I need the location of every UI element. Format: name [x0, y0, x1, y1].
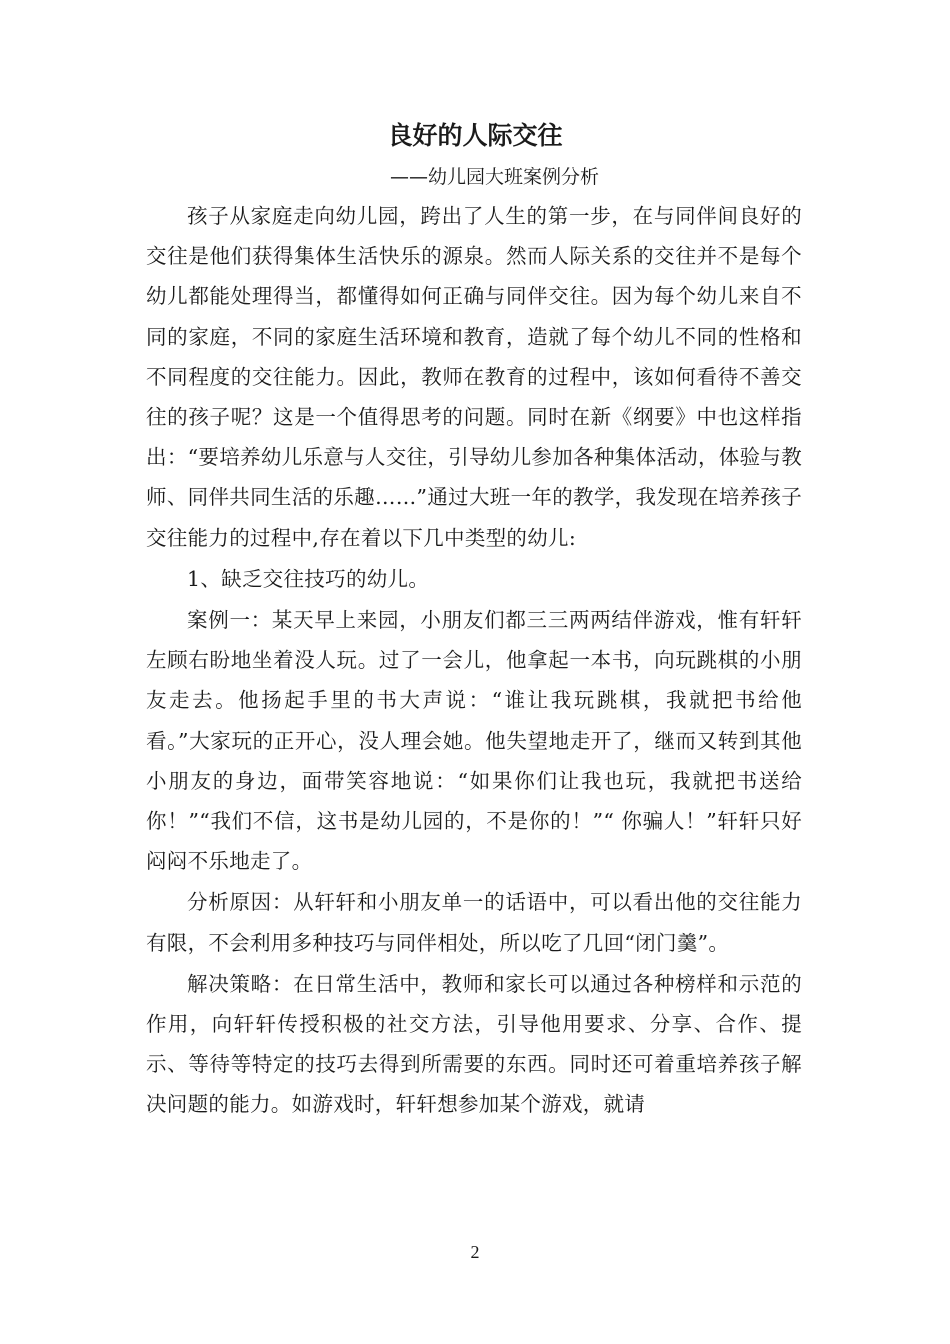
paragraph-case-1: 案例一：某天早上来园，小朋友们都三三两两结伴游戏，惟有轩轩左顾右盼地坐着没人玩。过了一会儿，他拿起一本书，向玩跳棋的小朋友走去。他扬起手里的书大声说：“谁让我玩跳棋，我就把书给他看。”大家玩的正开心，没人理会她。他失望地走开了，继而又转到其他小朋友的身边，面带笑容地说：“如果你们让我也玩，我就把书送给你！”“我们不信，这书是幼儿园的，不是你的！”“ 你骗人！”轩轩只好闷闷不乐地走了。	[146, 608, 802, 874]
paragraph-analysis: 分析原因：从轩轩和小朋友单一的话语中，可以看出他的交往能力有限，不会利用多种技巧与同伴相处，所以吃了几回“闭门羹”。	[146, 890, 802, 955]
document-subtitle: ——幼儿园大班案例分析	[390, 166, 600, 188]
paragraph-heading-1: 1、缺乏交往技巧的幼儿。	[187, 566, 430, 591]
paragraph-strategy: 解决策略：在日常生活中，教师和家长可以通过各种榜样和示范的作用，向轩轩传授积极的社交方法，引导他用要求、分享、合作、提示、等待等特定的技巧去得到所需要的东西。同时还可着重培养孩子解决问题的能力。如游戏时，轩轩想参加某个游戏，就请	[146, 971, 802, 1117]
document-body	[146, 196, 802, 1125]
page-number: 2	[470, 1242, 480, 1262]
document-title: 良好的人际交往	[387, 121, 563, 150]
paragraph-intro: 孩子从家庭走向幼儿园，跨出了人生的第一步，在与同伴间良好的交往是他们获得集体生活快乐的源泉。然而人际关系的交往并不是每个幼儿都能处理得当，都懂得如何正确与同伴交往。因为每个幼儿来自不同的家庭，不同的家庭生活环境和教育，造就了每个幼儿不同的性格和不同程度的交往能力。因此，教师在教育的过程中，该如何看待不善交往的孩子呢？这是一个值得思考的问题。同时在新《纲要》中也这样指出：“要培养幼儿乐意与人交往，引导幼儿参加各种集体活动，体验与教师、同伴共同生活的乐趣……”通过大班一年的教学，我发现在培养孩子交往能力的过程中,存在着以下几中类型的幼儿:	[146, 204, 802, 550]
